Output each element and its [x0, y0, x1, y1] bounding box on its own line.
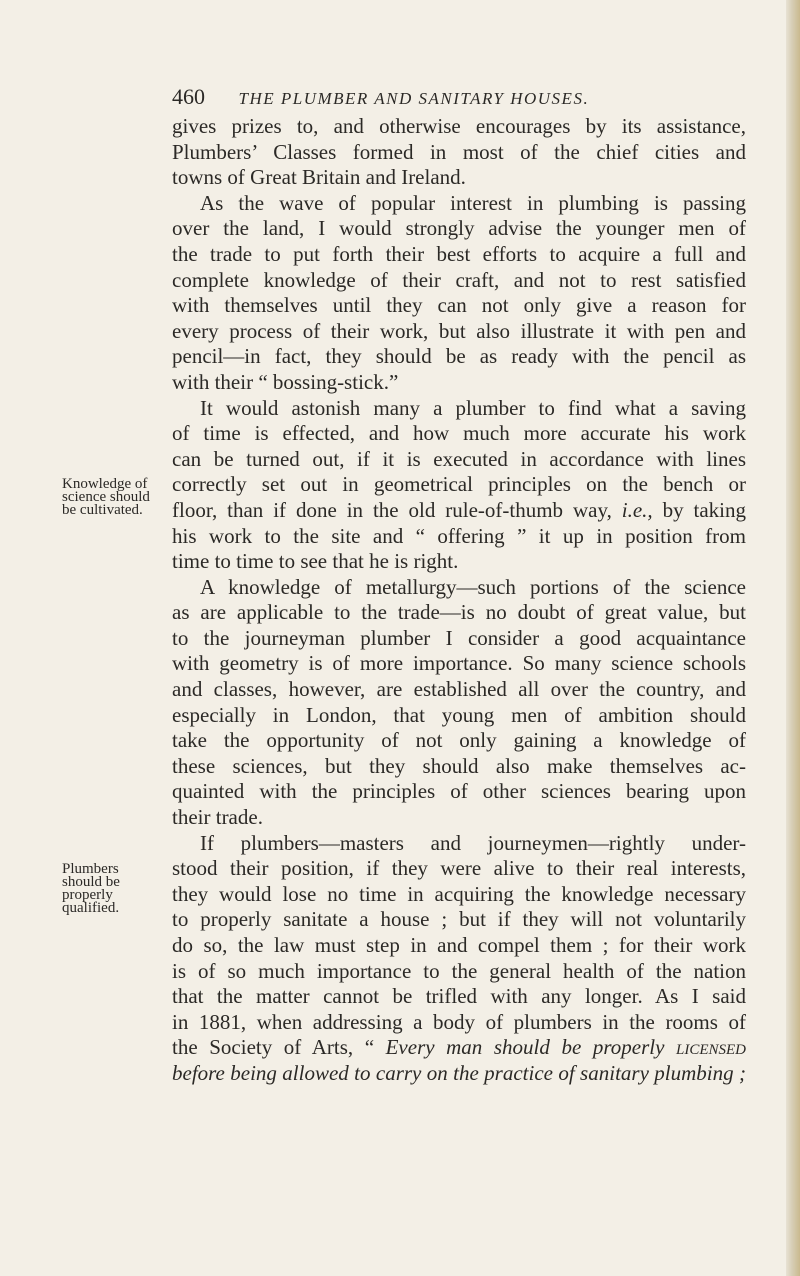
body-line: A knowledge of metallurgy—such portions of the science	[200, 574, 746, 599]
body-line-italic: Every man should be properly	[374, 1035, 676, 1060]
sidenote-knowledge-of-science	[62, 478, 172, 517]
sidenote-line: Plumbers	[62, 861, 119, 877]
body-line-italic: i.e.,	[621, 497, 653, 522]
body-line-text: floor, than if done in the old rule-of-thumb way,	[172, 497, 622, 522]
body-line: as are applicable to the trade—is no doubt of great value, but	[172, 600, 746, 625]
page-number: 460	[172, 84, 205, 109]
body-line: take the opportunity of not only gaining a knowledge of	[172, 728, 746, 753]
body-line: in 1881, when addressing a body of plumbers in the rooms of	[172, 1009, 746, 1034]
body-line: stood their position, if they were alive to their real interests,	[172, 856, 746, 881]
sidenote-line: properly	[62, 887, 113, 903]
body-line: Plumbers’ Classes formed in most of the chief cities and	[172, 139, 746, 164]
body-line: that the matter cannot be trifled with any longer. As I said	[172, 984, 746, 1009]
body-line: with their “ bossing-stick.”	[172, 369, 399, 394]
body-line: especially in London, that young men of ambition should	[172, 702, 746, 727]
body-line: If plumbers—masters and journeymen—rightly under-	[200, 830, 746, 855]
sidenote-line: be cultivated.	[62, 502, 143, 518]
body-line: these sciences, but they should also make themselves ac-	[172, 753, 746, 778]
sidenote-line: should be	[62, 874, 120, 890]
body-line: do so, the law must step in and compel them ; for their work	[172, 933, 746, 957]
running-head	[172, 82, 672, 112]
body-line: every process of their work, but also illustrate it with pen and	[172, 318, 746, 343]
body-line-text: the Society of Arts, “	[172, 1035, 375, 1060]
body-line: As the wave of popular interest in plumbing is passing	[200, 190, 746, 215]
body-line: the trade to put forth their best efforts to acquire a full and	[172, 241, 746, 266]
sidenote-line: Knowledge of	[62, 476, 148, 492]
body-line: with geometry is of more importance. So many science schools	[172, 651, 746, 676]
body-line: gives prizes to, and otherwise encourages by its assistance,	[172, 114, 746, 138]
body-line: towns of Great Britain and Ireland.	[172, 165, 466, 190]
body-line-small-caps: licensed	[676, 1035, 747, 1060]
body-line: and classes, however, are established all over the country, and	[172, 677, 746, 702]
page-edge	[786, 0, 800, 1276]
body-text	[172, 114, 746, 1087]
body-line: to properly sanitate a house ; but if they will not voluntarily	[172, 907, 746, 932]
body-line: their trade.	[172, 805, 263, 830]
body-line: to the journeyman plumber I consider a good acquaintance	[172, 625, 746, 650]
sidenote-plumbers-qualified	[62, 863, 172, 915]
body-line: over the land, I would strongly advise the younger men of	[172, 216, 746, 241]
running-title: THE PLUMBER AND SANITARY HOUSES.	[238, 89, 590, 108]
sidenote-line: qualified.	[62, 900, 120, 916]
body-line-italic: before being allowed to carry on the practice of sanitary plumbing ;	[172, 1060, 746, 1085]
body-line: time to time to see that he is right.	[172, 549, 459, 574]
body-line: they would lose no time in acquiring the knowledge necessary	[172, 881, 746, 906]
body-line-text: by taking	[652, 497, 746, 522]
sidenote-line: science should	[62, 489, 150, 505]
body-line: pencil—in fact, they should be as ready with the pencil as	[172, 344, 746, 369]
body-line	[172, 498, 746, 524]
body-line: with themselves until they can not only give a reason for	[172, 293, 746, 318]
body-line	[172, 1061, 746, 1087]
body-line: can be turned out, if it is executed in accordance with lines	[172, 446, 746, 471]
body-line: correctly set out in geometrical principles on the bench or	[172, 472, 746, 497]
body-line: of time is effected, and how much more accurate his work	[172, 421, 746, 446]
body-line: quainted with the principles of other sciences bearing upon	[172, 779, 746, 804]
body-line: complete knowledge of their craft, and not to rest satisfied	[172, 267, 746, 292]
body-line: It would astonish many a plumber to find what a saving	[200, 395, 746, 420]
body-line	[172, 1035, 746, 1061]
body-line: is of so much importance to the general health of the nation	[172, 958, 746, 983]
body-line: his work to the site and “ offering ” it up in position from	[172, 523, 746, 548]
